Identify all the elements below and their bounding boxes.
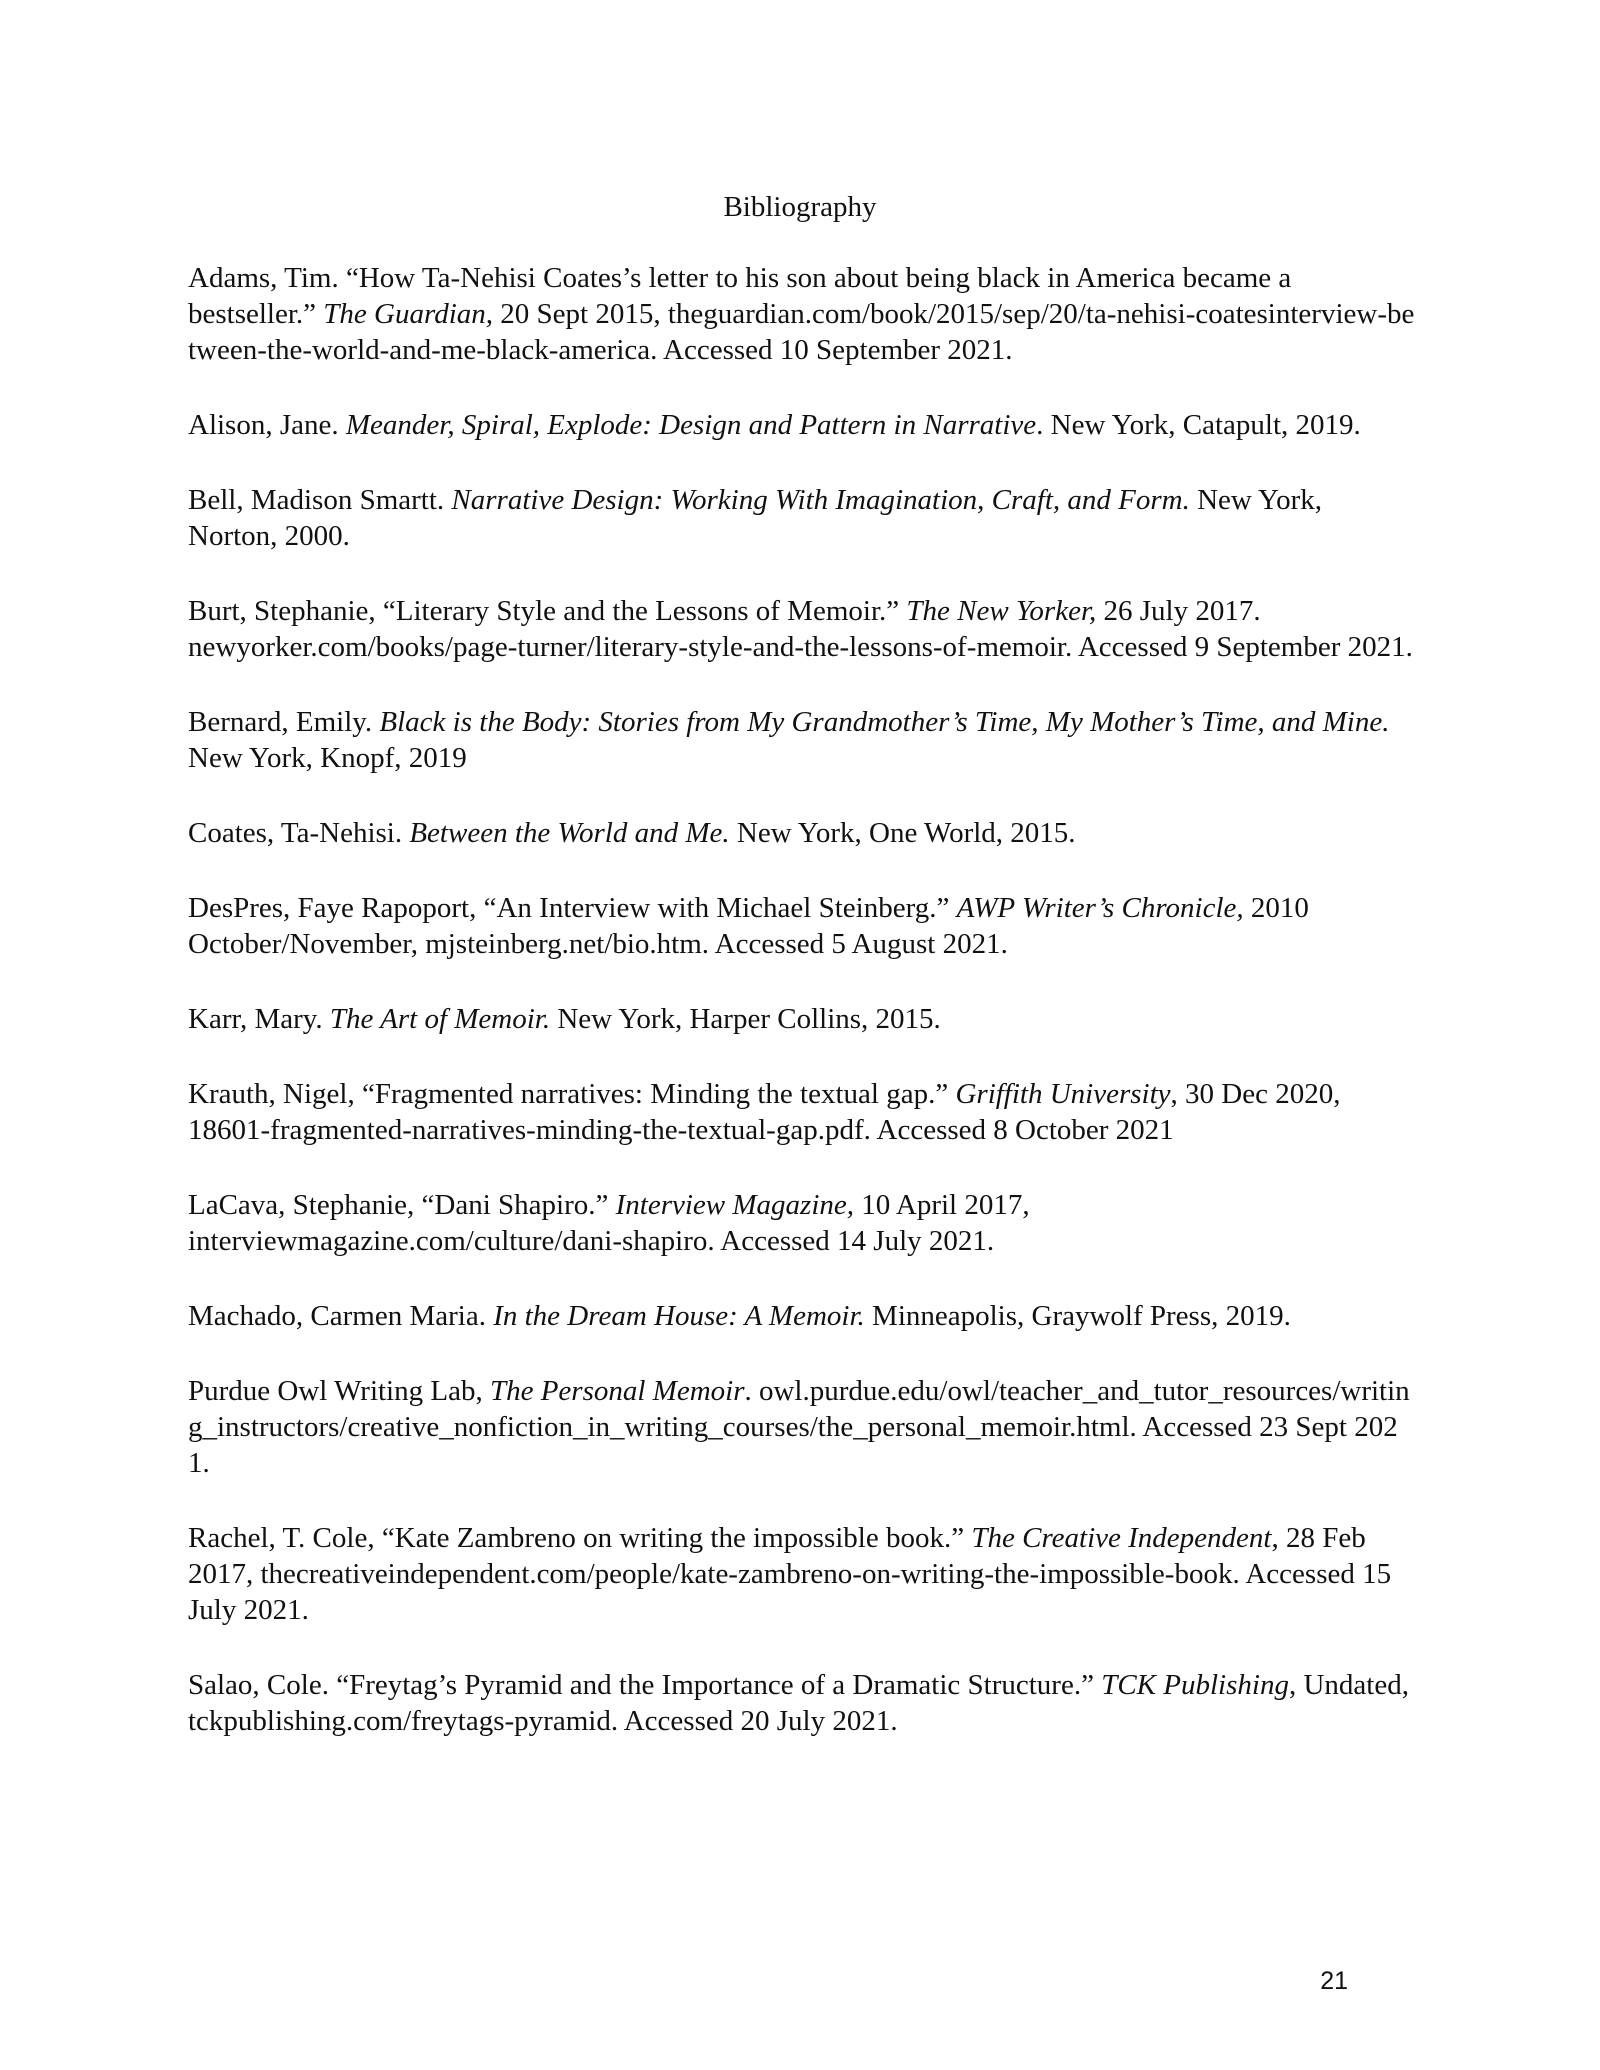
entry-details: , 30 Dec 2020, 18601-fragmented-narratives-minding-the-textual-gap.pdf. Accessed 8 October 2021 xyxy=(188,1078,1341,1146)
bibliography-entry xyxy=(188,407,1418,443)
bibliography-entry xyxy=(188,815,1418,851)
entry-text: DesPres, Faye Rapoport, “An Interview with Michael Steinberg.” xyxy=(188,892,957,924)
entry-details: . New York, Catapult, 2019. xyxy=(1036,409,1361,441)
page-title: Bibliography xyxy=(723,191,877,223)
entry-source-title: The Personal Memoir xyxy=(489,1375,745,1407)
entry-source-title: The Art of Memoir. xyxy=(329,1003,551,1035)
bibliography-entry xyxy=(188,704,1418,776)
bibliography-entry xyxy=(188,1001,1418,1037)
entry-text: Krauth, Nigel, “Fragmented narratives: Minding the textual gap.” xyxy=(188,1078,956,1110)
entry-text: Machado, Carmen Maria. xyxy=(188,1300,494,1332)
bibliography-entry xyxy=(188,1373,1418,1481)
bibliography-entry xyxy=(188,1187,1418,1259)
entry-text: Rachel, T. Cole, “Kate Zambreno on writing the impossible book.” xyxy=(188,1522,972,1554)
entry-text: Bernard, Emily. xyxy=(188,706,380,738)
bibliography-entry xyxy=(188,1298,1418,1334)
entry-source-title: Black is the Body: Stories from My Grandmother’s Time, My Mother’s Time, and Mine. xyxy=(379,706,1390,738)
bibliography-entry xyxy=(188,260,1418,368)
entry-text: Alison, Jane. xyxy=(188,409,346,441)
entry-details: , Undated, tckpublishing.com/freytags-pyramid. Accessed 20 July 2021. xyxy=(188,1669,1409,1737)
entry-details: New York, One World, 2015. xyxy=(729,817,1076,849)
entry-text: Purdue Owl Writing Lab, xyxy=(188,1375,490,1407)
entry-source-title: AWP Writer’s Chronicle, xyxy=(956,892,1244,924)
entry-source-title: The Creative Independent xyxy=(971,1522,1272,1554)
entry-text: Burt, Stephanie, “Literary Style and the Lessons of Memoir.” xyxy=(188,595,907,627)
entry-details: Minneapolis, Graywolf Press, 2019. xyxy=(864,1300,1291,1332)
entry-details: , 28 Feb 2017, thecreativeindependent.com/people/kate-zambreno-on-writing-the-impossible-book. Accessed 15 July 2021. xyxy=(188,1522,1392,1626)
entry-source-title: Between the World and Me. xyxy=(409,817,730,849)
entry-text: Adams, Tim. “How Ta-Nehisi Coates’s letter to his son about being black in America became a bestseller.” xyxy=(188,262,1292,330)
bibliography-list xyxy=(188,260,1418,1778)
bibliography-entry xyxy=(188,1520,1418,1628)
entry-source-title: Interview Magazine, xyxy=(615,1189,854,1221)
bibliography-entry xyxy=(188,1076,1418,1148)
entry-source-title: TCK Publishing xyxy=(1101,1669,1289,1701)
entry-details: 26 July 2017. newyorker.com/books/page-turner/literary-style-and-the-lessons-of-memoir. Accessed 9 September 2021. xyxy=(188,595,1413,663)
entry-details: New York, Harper Collins, 2015. xyxy=(550,1003,941,1035)
bibliography-entry xyxy=(188,890,1418,962)
entry-text: Bell, Madison Smartt. xyxy=(188,484,452,516)
entry-source-title: In the Dream House: A Memoir. xyxy=(493,1300,865,1332)
entry-details: New York, Norton, 2000. xyxy=(188,484,1322,552)
entry-source-title: The New Yorker, xyxy=(906,595,1097,627)
entry-source-title: Meander, Spiral, Explode: Design and Pattern in Narrative xyxy=(345,409,1037,441)
entry-details: . owl.purdue.edu/owl/teacher_and_tutor_resources/writing_instructors/creative_nonfiction_in_writing_courses/the_personal_memoir.html. Accessed 23 Sept 2021. xyxy=(188,1375,1410,1479)
entry-source-title: The Guardian, xyxy=(323,298,494,330)
entry-source-title: Griffith University xyxy=(955,1078,1171,1110)
bibliography-entry xyxy=(188,1667,1418,1739)
entry-details: 2010 October/November, mjsteinberg.net/bio.htm. Accessed 5 August 2021. xyxy=(188,892,1309,960)
entry-details: 10 April 2017, interviewmagazine.com/culture/dani-shapiro. Accessed 14 July 2021. xyxy=(188,1189,1030,1257)
entry-details: 20 Sept 2015, theguardian.com/book/2015/sep/20/ta-nehisi-coatesinterview-between-the-world-and-me-black-america. Accessed 10 September 2021. xyxy=(188,298,1415,366)
page-number: 21 xyxy=(1320,1967,1348,1995)
entry-details: New York, Knopf, 2019 xyxy=(188,742,467,774)
entry-text: Salao, Cole. “Freytag’s Pyramid and the Importance of a Dramatic Structure.” xyxy=(188,1669,1102,1701)
entry-text: Karr, Mary. xyxy=(188,1003,330,1035)
entry-text: Coates, Ta-Nehisi. xyxy=(188,817,410,849)
entry-text: LaCava, Stephanie, “Dani Shapiro.” xyxy=(188,1189,616,1221)
bibliography-entry xyxy=(188,482,1418,554)
bibliography-entry xyxy=(188,593,1418,665)
entry-source-title: Narrative Design: Working With Imagination, Craft, and Form. xyxy=(451,484,1190,516)
